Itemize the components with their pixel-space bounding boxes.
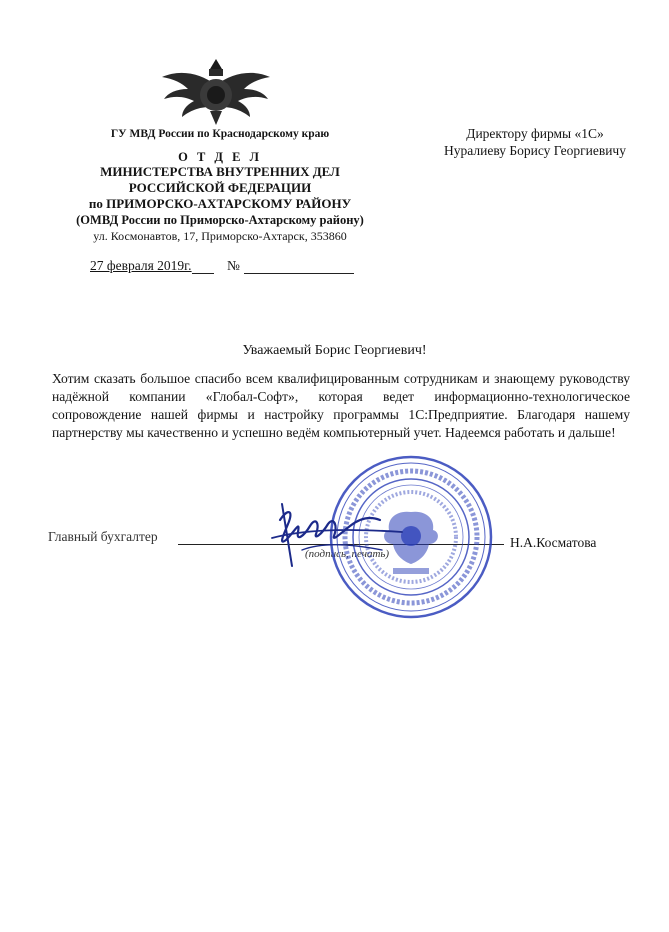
signature-caption: (подпись, печать) bbox=[305, 548, 390, 560]
addressee-line: Нуралиеву Борису Георгиевичу bbox=[444, 143, 626, 158]
date-line bbox=[90, 258, 354, 274]
blank-line bbox=[244, 259, 354, 274]
salutation: Уважаемый Борис Георгиевич! bbox=[242, 343, 427, 358]
authority-name: ГУ МВД России по Краснодарскому краю bbox=[110, 128, 330, 140]
number-label: № bbox=[226, 258, 240, 273]
addressee-block bbox=[420, 125, 650, 159]
ministry-line: по ПРИМОРСКО-АХТАРСКОМУ РАЙОНУ bbox=[88, 196, 352, 211]
sender-address: ул. Космонавтов, 17, Приморско-Ахтарск, 353860 bbox=[93, 229, 347, 243]
handwritten-signature-icon bbox=[262, 480, 412, 580]
department-title: О Т Д Е Л bbox=[178, 150, 262, 164]
ministry-line: МИНИСТЕРСТВА ВНУТРЕННИХ ДЕЛ bbox=[100, 164, 340, 179]
signer-title: Главный бухгалтер bbox=[48, 529, 158, 544]
blank-line bbox=[192, 259, 214, 274]
signer-name: Н.А.Косматова bbox=[510, 535, 597, 550]
addressee-line: Директору фирмы «1С» bbox=[466, 126, 604, 141]
letter-body: Хотим сказать большое спасибо всем квалифицированным сотрудникам и знающему руководству надёжной компании «Глобал-Софт», которая ведет информационно-технологическое сопровождение нашей фирмы и настройку программы 1С:Предприятие. Благодаря нашему партнерству мы качественно и успешно ведём компьютерный учет. Надеемся работать и дальше! bbox=[52, 371, 630, 440]
ministry-line: (ОМВД России по Приморско-Ахтарскому району) bbox=[76, 213, 364, 227]
mvd-emblem-icon bbox=[160, 55, 272, 127]
ministry-line: РОССИЙСКОЙ ФЕДЕРАЦИИ bbox=[128, 180, 312, 195]
letter-date: 27 февраля 2019г. bbox=[90, 258, 192, 273]
